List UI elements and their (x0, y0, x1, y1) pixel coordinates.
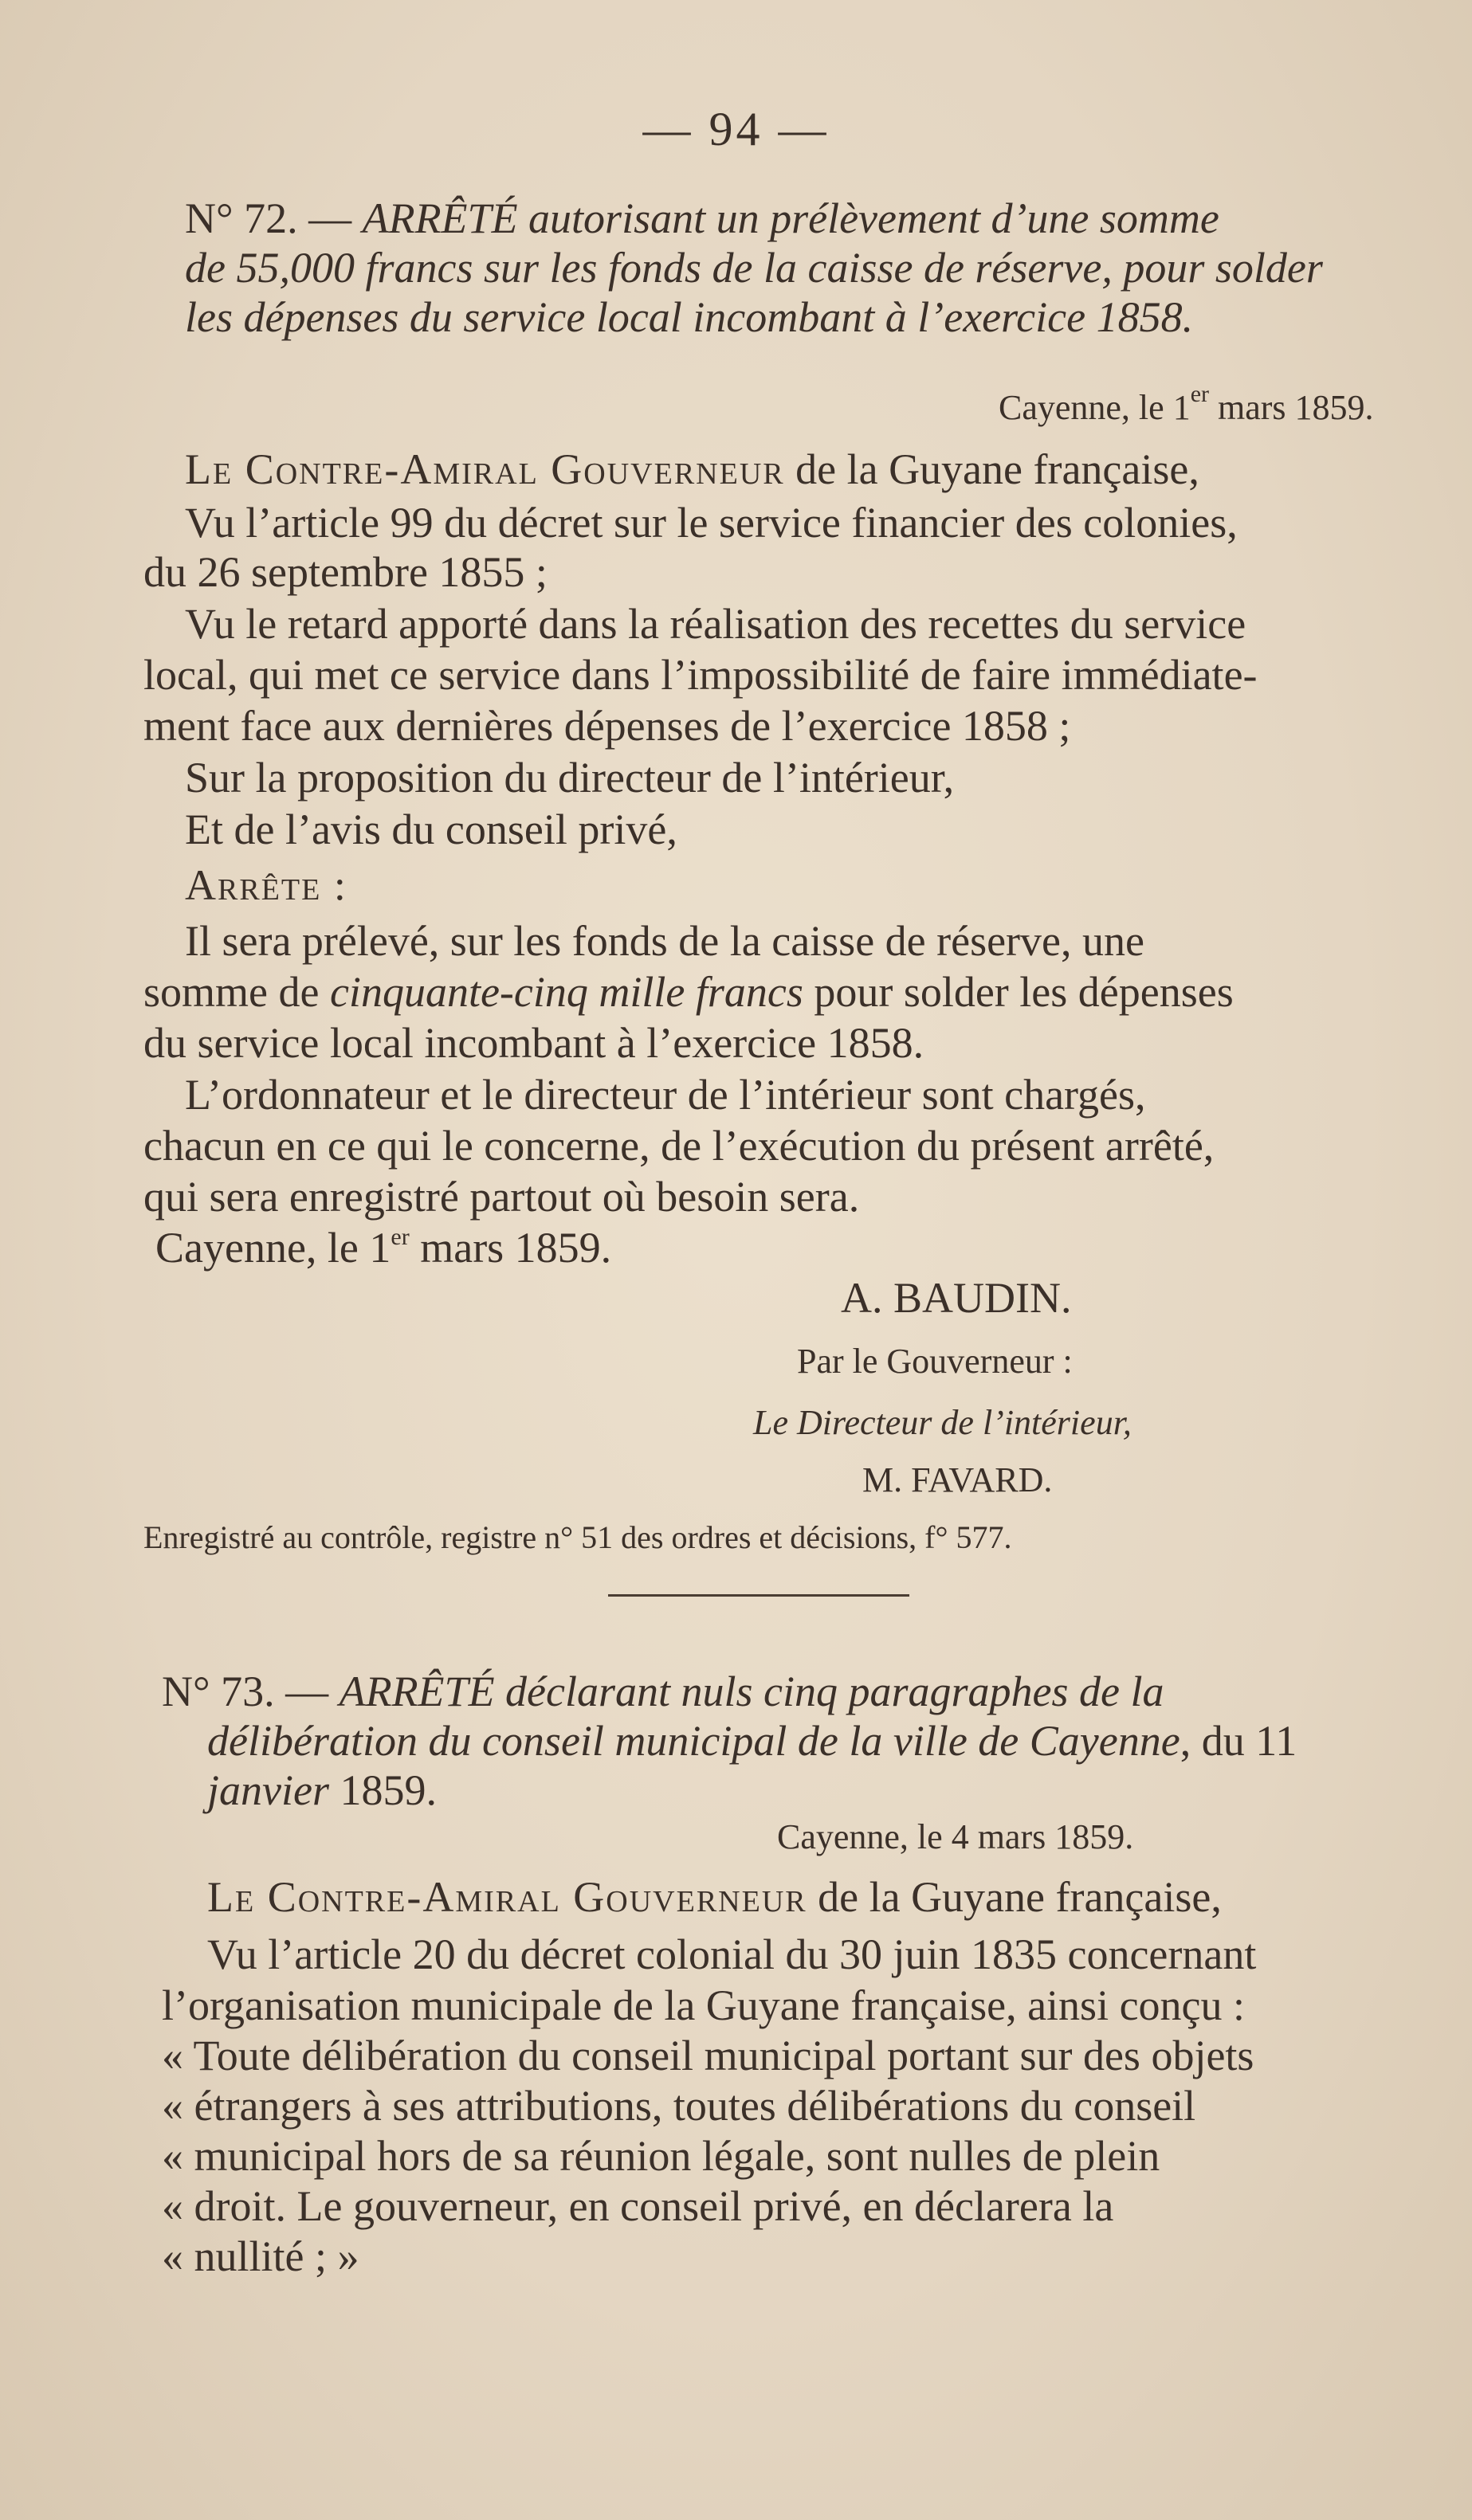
arrete-73-title-line-2 (207, 1716, 1297, 1766)
arrete-72-paragraph-1-line-1: Vu l’article 99 du décret sur le service financier des colonies, (185, 499, 1238, 547)
arrete-72-paragraph-2-line-1: Vu le retard apporté dans la réalisation des recettes du service (185, 600, 1246, 648)
arrete-73-heading (162, 1667, 1164, 1716)
governor-title: Le Contre-Amiral Gouverneur (207, 1873, 807, 1921)
arrete-72-article-line-1: Il sera prélevé, sur les fonds de la caisse de réserve, une (185, 917, 1144, 965)
intro-rest: de la Guyane française, (784, 445, 1199, 493)
title-line-2-italic: délibération du conseil municipal de la ville de Cayenne (207, 1717, 1180, 1765)
arrete-72-title-line-1: ARRÊTÉ autorisant un prélèvement d’une somme (362, 194, 1219, 242)
arrete-73-intro (207, 1872, 1222, 1922)
arrete-72-execution-line-2: chacun en ce qui le concerne, de l’exécution du présent arrêté, (143, 1122, 1215, 1170)
arrete-72-signatory: A. BAUDIN. (841, 1274, 1072, 1322)
arrete-72-title-line-3: les dépenses du service local incombant à l’exercice 1858. (185, 293, 1194, 341)
arrete-73-number: N° 73. — (162, 1668, 340, 1715)
arrete-73-quote-line-3: « municipal hors de sa réunion légale, sont nulles de plein (162, 2132, 1160, 2180)
arrete-72-closing-date (155, 1223, 611, 1272)
arrete-72-intro (185, 445, 1199, 494)
closing-date-text: Cayenne, le 1 (155, 1224, 391, 1272)
arrete-72-paragraph-2-line-3: ment face aux dernières dépenses de l’exercice 1858 ; (143, 702, 1071, 750)
arrete-72-paragraph-3: Sur la proposition du directeur de l’intérieur, (185, 754, 955, 801)
arrete-72-paragraph-4: Et de l’avis du conseil privé, (185, 805, 677, 853)
arrete-72-arrete-label: Arrête : (185, 861, 347, 909)
article-amount: cinquante-cinq mille francs (329, 968, 803, 1016)
place-date-sup: er (1190, 381, 1210, 407)
arrete-73-quote-line-2: « étrangers à ses attributions, toutes délibérations du conseil (162, 2082, 1196, 2130)
page-number: — 94 — (642, 103, 830, 155)
arrete-72-heading (185, 194, 1219, 243)
arrete-72-article-line-3: du service local incombant à l’exercice 1858. (143, 1019, 924, 1067)
arrete-72-paragraph-1-line-2: du 26 septembre 1855 ; (143, 548, 548, 596)
arrete-72-director-name: M. FAVARD. (862, 1460, 1053, 1499)
closing-date-end: mars 1859. (409, 1224, 612, 1272)
article-text-c: pour solder les dépenses (803, 968, 1234, 1016)
intro-rest: de la Guyane française, (807, 1873, 1222, 1921)
title-line-3-year: 1859. (328, 1766, 437, 1814)
arrete-72-number: N° 72. — (185, 194, 363, 242)
arrete-72-paragraph-2-line-2: local, qui met ce service dans l’impossibilité de faire immédiate- (143, 651, 1258, 699)
governor-title: Le Contre-Amiral Gouverneur (185, 445, 785, 493)
arrete-73-quote-line-5: « nullité ; » (162, 2232, 359, 2280)
place-date-end: mars 1859. (1209, 388, 1374, 427)
article-text-a: somme de (143, 968, 330, 1016)
title-line-2-date: , du 11 (1180, 1717, 1297, 1765)
arrete-73-paragraph-1-line-1: Vu l’article 20 du décret colonial du 30 juin 1835 concernant (207, 1930, 1257, 1978)
arrete-72-registration: Enregistré au contrôle, registre n° 51 des ordres et décisions, f° 577. (143, 1519, 1012, 1555)
arrete-73-quote-line-1: « Toute délibération du conseil municipal portant sur des objets (162, 2032, 1254, 2079)
arrete-72-place-date (999, 381, 1374, 428)
arrete-72-article-line-2 (143, 967, 1234, 1017)
arrete-72-title-line-2: de 55,000 francs sur les fonds de la caisse de réserve, pour solder (185, 244, 1323, 292)
arrete-72-execution-line-1: L’ordonnateur et le directeur de l’intérieur sont chargés, (185, 1071, 1146, 1119)
arrete-73-paragraph-1-line-2: l’organisation municipale de la Guyane française, ainsi conçu : (162, 1981, 1246, 2029)
arrete-73-place-date: Cayenne, le 4 mars 1859. (777, 1817, 1134, 1856)
title-line-3-italic: janvier (207, 1766, 329, 1814)
section-divider (608, 1594, 909, 1597)
closing-date-sup: er (391, 1224, 410, 1250)
arrete-73-title-line-1: ARRÊTÉ déclarant nuls cinq paragraphes de la (339, 1668, 1164, 1715)
arrete-73-quote-line-4: « droit. Le gouverneur, en conseil privé, en déclarera la (162, 2182, 1114, 2230)
place-date-text: Cayenne, le 1 (999, 388, 1191, 427)
arrete-72-by-governor: Par le Gouverneur : (797, 1342, 1073, 1381)
arrete-72-execution-line-3: qui sera enregistré partout où besoin sera. (143, 1173, 860, 1221)
arrete-72-director-title: Le Directeur de l’intérieur, (753, 1403, 1132, 1442)
arrete-73-title-line-3 (207, 1766, 437, 1815)
